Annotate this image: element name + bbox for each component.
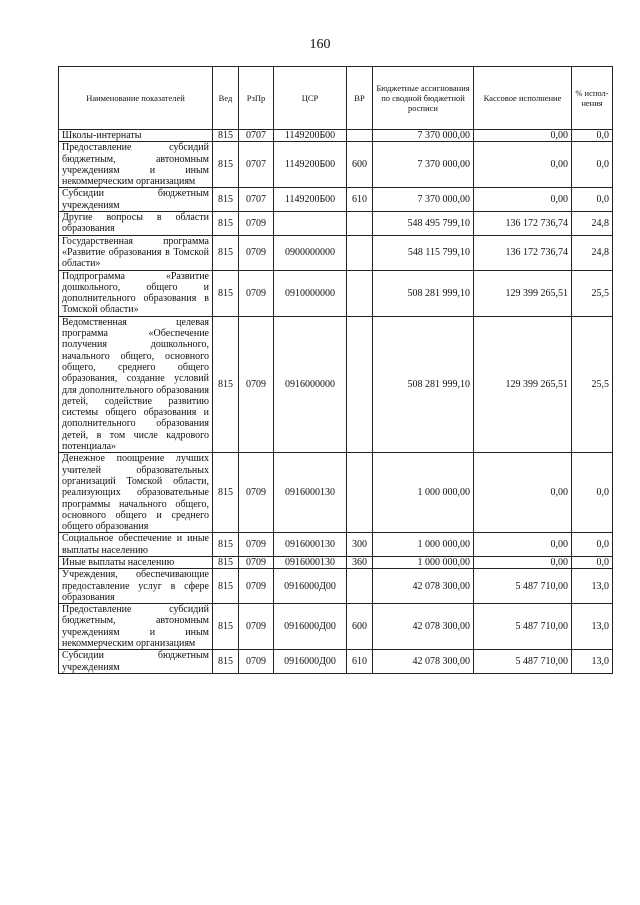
cell-pct: 0,0	[572, 188, 613, 212]
cell-csr: 0910000000	[274, 270, 347, 316]
cell-ved: 815	[213, 453, 239, 533]
header-name: Наименование показателей	[59, 67, 213, 130]
cell-ved: 815	[213, 212, 239, 236]
cell-budget: 508 281 999,10	[373, 316, 474, 453]
table-row	[59, 142, 613, 188]
page-number: 160	[309, 37, 331, 52]
header-ved: Вед	[213, 67, 239, 130]
cell-pct: 0,0	[572, 533, 613, 557]
cell-pct: 13,0	[572, 569, 613, 604]
cell-vr	[347, 212, 373, 236]
cell-name: Предоставление субсидий бюджетным, автономным учреждениям и иным некоммерческим организациям	[59, 604, 213, 650]
cell-csr: 0916000Д00	[274, 569, 347, 604]
table-row	[59, 316, 613, 453]
cell-ved: 815	[213, 142, 239, 188]
cell-name: Ведомственная целевая программа «Обеспечение получения дошкольного, начального общего, основного общего, среднего общего образования, создание условий для дополнительного образования детей, содействие развитию системы общего образования и дополнительного образования детей, в том числе кадрового потенциала»	[59, 316, 213, 453]
cell-ved: 815	[213, 235, 239, 270]
cell-cash: 5 487 710,00	[474, 604, 572, 650]
cell-csr: 0916000130	[274, 533, 347, 557]
cell-pct: 13,0	[572, 650, 613, 674]
cell-cash: 0,00	[474, 142, 572, 188]
cell-ved: 815	[213, 188, 239, 212]
cell-cash: 0,00	[474, 188, 572, 212]
cell-budget: 42 078 300,00	[373, 604, 474, 650]
cell-budget: 1 000 000,00	[373, 533, 474, 557]
cell-name: Подпрограмма «Развитие дошкольного, общего и дополнительного образования в Томской области»	[59, 270, 213, 316]
cell-name: Денежное поощрение лучших учителей образовательных организаций Томской области, реализующих образовательные программы начального общего, основного общего и среднего общего образования	[59, 453, 213, 533]
table-row	[59, 604, 613, 650]
cell-vr: 600	[347, 604, 373, 650]
cell-pct: 24,8	[572, 212, 613, 236]
cell-cash: 0,00	[474, 453, 572, 533]
table-row	[59, 453, 613, 533]
table-row	[59, 650, 613, 674]
cell-pct: 0,0	[572, 453, 613, 533]
cell-name: Другие вопросы в области образования	[59, 212, 213, 236]
cell-pct: 0,0	[572, 130, 613, 142]
cell-rzpr: 0709	[239, 650, 274, 674]
cell-vr	[347, 453, 373, 533]
cell-ved: 815	[213, 556, 239, 568]
cell-cash: 129 399 265,51	[474, 270, 572, 316]
cell-rzpr: 0707	[239, 142, 274, 188]
table-row	[59, 556, 613, 568]
cell-csr	[274, 212, 347, 236]
cell-cash: 5 487 710,00	[474, 650, 572, 674]
cell-budget: 508 281 999,10	[373, 270, 474, 316]
table-row	[59, 569, 613, 604]
cell-rzpr: 0707	[239, 130, 274, 142]
cell-vr: 300	[347, 533, 373, 557]
cell-vr: 610	[347, 188, 373, 212]
header-csr: ЦСР	[274, 67, 347, 130]
cell-vr: 600	[347, 142, 373, 188]
cell-rzpr: 0707	[239, 188, 274, 212]
cell-budget: 7 370 000,00	[373, 142, 474, 188]
header-cash: Кассовое исполнение	[474, 67, 572, 130]
cell-ved: 815	[213, 569, 239, 604]
cell-csr: 0900000000	[274, 235, 347, 270]
cell-cash: 136 172 736,74	[474, 235, 572, 270]
cell-budget: 7 370 000,00	[373, 130, 474, 142]
cell-rzpr: 0709	[239, 235, 274, 270]
cell-csr: 0916000Д00	[274, 650, 347, 674]
table-header-row	[59, 67, 613, 130]
cell-pct: 24,8	[572, 235, 613, 270]
cell-vr	[347, 569, 373, 604]
budget-table	[58, 66, 613, 674]
cell-ved: 815	[213, 533, 239, 557]
cell-vr: 360	[347, 556, 373, 568]
cell-rzpr: 0709	[239, 533, 274, 557]
cell-budget: 42 078 300,00	[373, 650, 474, 674]
cell-budget: 1 000 000,00	[373, 556, 474, 568]
cell-vr: 610	[347, 650, 373, 674]
cell-csr: 1149200Б00	[274, 142, 347, 188]
cell-rzpr: 0709	[239, 270, 274, 316]
cell-ved: 815	[213, 316, 239, 453]
cell-csr: 0916000130	[274, 453, 347, 533]
cell-budget: 42 078 300,00	[373, 569, 474, 604]
cell-name: Учреждения, обеспечивающие предоставление услуг в сфере образования	[59, 569, 213, 604]
cell-csr: 0916000130	[274, 556, 347, 568]
cell-vr	[347, 235, 373, 270]
table-row	[59, 270, 613, 316]
header-budget: Бюджетные ассигнования по сводной бюджетной росписи	[373, 67, 474, 130]
table-row	[59, 533, 613, 557]
cell-vr	[347, 316, 373, 453]
cell-name: Социальное обеспечение и иные выплаты населению	[59, 533, 213, 557]
cell-name: Субсидии бюджетным учреждениям	[59, 188, 213, 212]
cell-csr: 1149200Б00	[274, 130, 347, 142]
cell-vr	[347, 270, 373, 316]
cell-cash: 0,00	[474, 533, 572, 557]
cell-budget: 7 370 000,00	[373, 188, 474, 212]
header-rzpr: РзПр	[239, 67, 274, 130]
cell-rzpr: 0709	[239, 212, 274, 236]
cell-budget: 548 495 799,10	[373, 212, 474, 236]
cell-cash: 5 487 710,00	[474, 569, 572, 604]
cell-name: Школы-интернаты	[59, 130, 213, 142]
cell-vr	[347, 130, 373, 142]
cell-pct: 13,0	[572, 604, 613, 650]
table-row	[59, 130, 613, 142]
cell-cash: 0,00	[474, 130, 572, 142]
cell-cash: 136 172 736,74	[474, 212, 572, 236]
cell-rzpr: 0709	[239, 453, 274, 533]
cell-pct: 0,0	[572, 556, 613, 568]
cell-pct: 0,0	[572, 142, 613, 188]
cell-csr: 0916000000	[274, 316, 347, 453]
header-pct: % испол-нения	[572, 67, 613, 130]
cell-name: Субсидии бюджетным учреждениям	[59, 650, 213, 674]
cell-name: Иные выплаты населению	[59, 556, 213, 568]
cell-csr: 1149200Б00	[274, 188, 347, 212]
cell-name: Государственная программа «Развитие образования в Томской области»	[59, 235, 213, 270]
cell-cash: 129 399 265,51	[474, 316, 572, 453]
cell-rzpr: 0709	[239, 556, 274, 568]
cell-pct: 25,5	[572, 270, 613, 316]
cell-cash: 0,00	[474, 556, 572, 568]
cell-ved: 815	[213, 604, 239, 650]
cell-name: Предоставление субсидий бюджетным, автономным учреждениям и иным некоммерческим организациям	[59, 142, 213, 188]
cell-ved: 815	[213, 130, 239, 142]
cell-ved: 815	[213, 650, 239, 674]
cell-rzpr: 0709	[239, 316, 274, 453]
cell-budget: 548 115 799,10	[373, 235, 474, 270]
cell-rzpr: 0709	[239, 569, 274, 604]
cell-pct: 25,5	[572, 316, 613, 453]
table-row	[59, 235, 613, 270]
cell-ved: 815	[213, 270, 239, 316]
header-vr: ВР	[347, 67, 373, 130]
table-row	[59, 212, 613, 236]
cell-budget: 1 000 000,00	[373, 453, 474, 533]
table-row	[59, 188, 613, 212]
cell-csr: 0916000Д00	[274, 604, 347, 650]
cell-rzpr: 0709	[239, 604, 274, 650]
